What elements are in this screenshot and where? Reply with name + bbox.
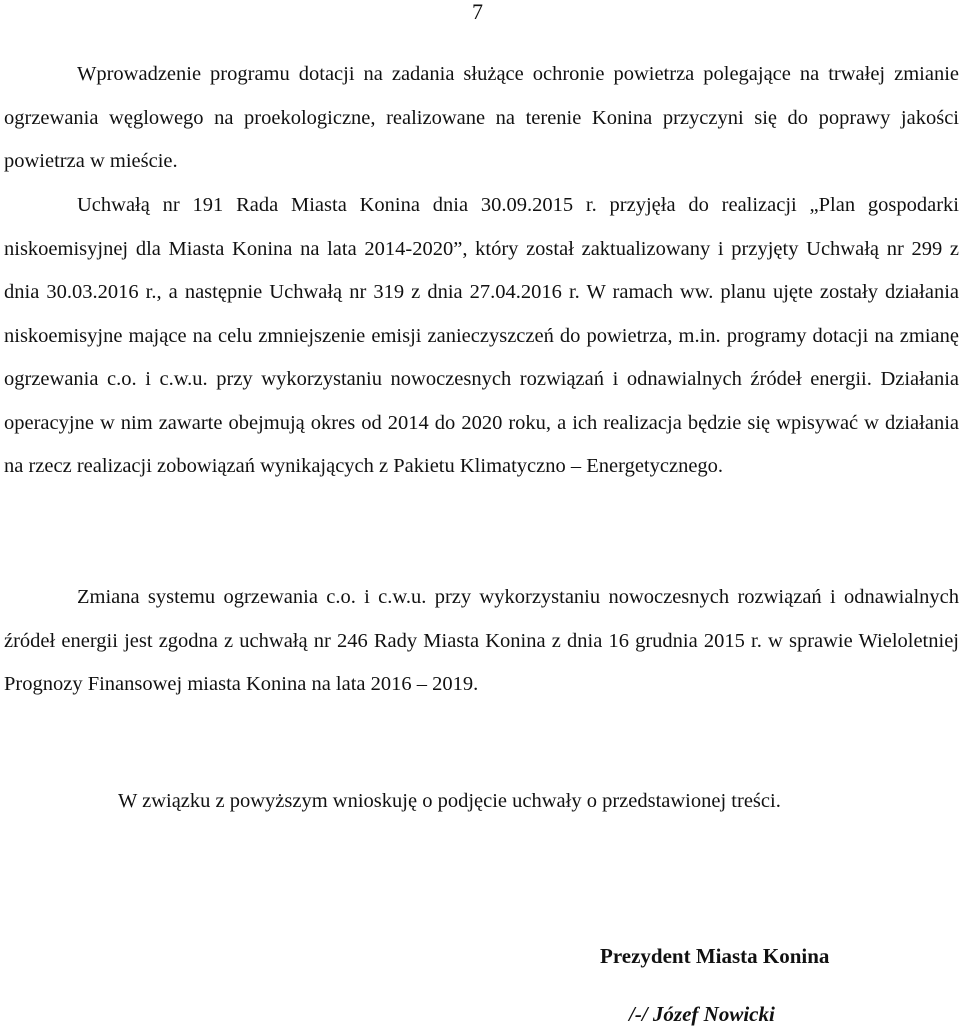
page-number: 7 [472, 0, 483, 24]
signature-name: /-/ Józef Nowicki [629, 1002, 775, 1026]
paragraph-intro: Wprowadzenie programu dotacji na zadania służące ochronie powietrza polegające na trwałej zmianie ogrzewania węglowego na proekologiczne, realizowane na terenie Konina przyczyni się do poprawy jakości powietrza w mieście. [4, 63, 959, 172]
signature-title: Prezydent Miasta Konina [600, 944, 830, 968]
paragraph-motion: W związku z powyższym wnioskuję o podjęcie uchwały o przedstawionej treści. [118, 790, 781, 812]
paragraph-heating-change: Zmiana systemu ogrzewania c.o. i c.w.u. przy wykorzystaniu nowoczesnych rozwiązań i odnawialnych źródeł energii jest zgodna z uchwałą nr 246 Rady Miasta Konina z dnia 16 grudnia 2015 r. w sprawie Wieloletniej Prognozy Finansowej miasta Konina na lata 2016 – 2019. [4, 586, 959, 695]
paragraph-plan: Uchwałą nr 191 Rada Miasta Konina dnia 30.09.2015 r. przyjęła do realizacji „Plan gospodarki niskoemisyjnej dla Miasta Konina na lata 2014-2020”, który został zaktualizowany i przyjęty Uchwałą nr 299 z dnia 30.03.2016 r., a następnie Uchwałą nr 319 z dnia 27.04.2016 r. W ramach ww. planu ujęte zostały działania niskoemisyjne mające na celu zmniejszenie emisji zanieczyszczeń do powietrza, m.in. programy dotacji na zmianę ogrzewania c.o. i c.w.u. przy wykorzystaniu nowoczesnych rozwiązań i odnawialnych źródeł energii. Działania operacyjne w nim zawarte obejmują okres od 2014 do 2020 roku, a ich realizacja będzie się wpisywać w działania na rzecz realizacji zobowiązań wynikających z Pakietu Klimatyczno – Energetycznego. [4, 194, 959, 477]
